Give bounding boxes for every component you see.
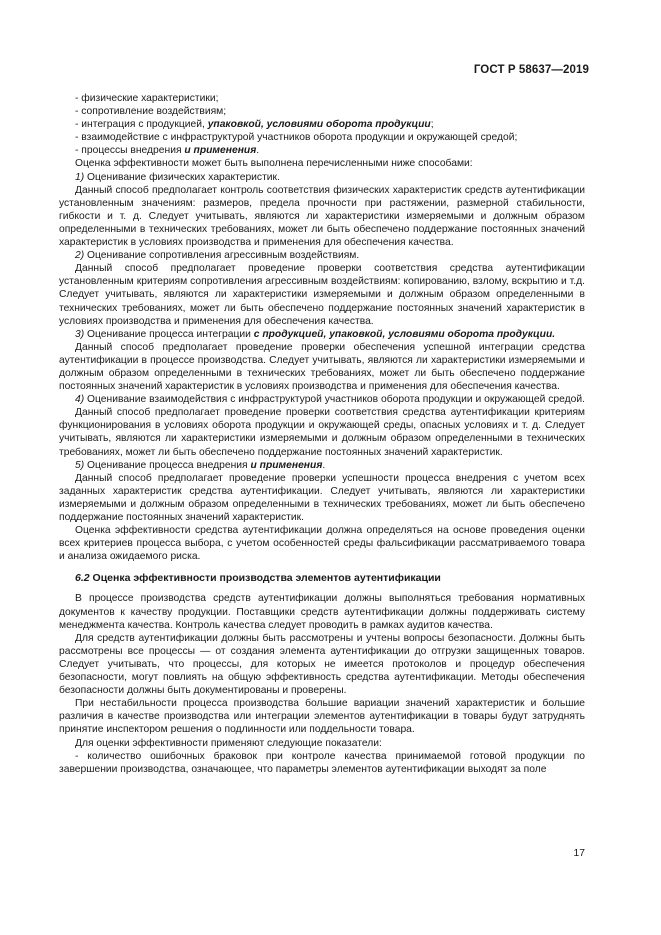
method-4-text: Данный способ предполагает проведение проверки соответствия средства аутентификации критериям функционирования в условиях оборота продукции и окружающей среды, опасных условиях и т. д. Следует учитывать, являются ли характеристики измеряемыми и должным образом определенными в технических требованиях, может ли быть обеспечено поддержание постоянных значений характеристик. xyxy=(59,407,585,458)
page-number: 17 xyxy=(573,848,585,859)
method-1-text: Данный способ предполагает контроль соответствия физических характеристик средств аутентификации установленным значениям: размеров, предела прочности при растяжении, размерной стабильности, гибкости и т. д. Следует учитывать, являются ли характеристики измеряемыми и должным образом определенными в технических требованиях, может ли быть обеспечено поддержание постоянных значений характеристик в условиях производства и применения для обеспечения качества. xyxy=(59,184,585,249)
method-3-text: Данный способ предполагает проведение проверки обеспечения успешной интеграции средства аутентификации в процессе производства. Следует учитывать, являются ли характеристики измеряемыми и должным образом определенными в технических требованиях, может ли быть обеспечено поддержание постоянных значений характеристик в условиях производства и применения для обеспечения качества. xyxy=(59,341,585,393)
list-item: - интеграция с продукцией, упаковкой, условиями оборота продукции; xyxy=(75,119,434,131)
section-heading: 6.2 Оценка эффективности производства элементов аутентификации xyxy=(75,572,441,585)
paragraph: - количество ошибочных браковок при контроле качества принимаемой готовой продукции по завершении производства, означающее, что параметры элементов аутентификации выходят за поле xyxy=(59,750,585,775)
summary-paragraph: Оценка эффективности средства аутентификации должна определяться на основе проведения оценки всех критериев процесса выбора, с учетом особенностей среды фальсификации рассматриваемого товара и анализа ожидаемого риска. xyxy=(59,525,585,563)
method-4-title: 4) Оценивание взаимодействия с инфраструктурой участников оборота продукции и окружающей средой. xyxy=(75,394,585,406)
paragraph: В процессе производства средств аутентификации должны выполняться требования нормативных документов к качеству продукции. Поставщики средств аутентификации должны поддерживать систему менеджмента качества. Контроль качества следует проводить в рамках аудитов качества. xyxy=(59,593,585,631)
list-item: - процессы внедрения и применения. xyxy=(75,145,260,157)
paragraph: При нестабильности процесса производства большие вариации значений характеристик и большие различия в качестве производства или интеграции элементов аутентификации в товары будут затруднять принятие инспектором решения о подлинности или поддельности товара. xyxy=(59,698,585,736)
list-item: - физические характеристики; xyxy=(75,93,219,104)
method-5-text: Данный способ предполагает проведение проверки успешности процесса внедрения с учетом всех заданных характеристик средства аутентификации. Следует учитывать, являются ли характеристики измеряемыми и должным образом определенными в технических требованиях, может ли быть обеспечено поддержание постоянных значений характеристик. xyxy=(59,472,585,523)
paragraph: Для средств аутентификации должны быть рассмотрены и учтены вопросы безопасности. Должны быть рассмотрены все процессы — от создания элемента аутентификации до отгрузки защищенных товаров. Следует учитывать, что процессы, для которых не имеется протоколов и процедур обеспечения безопасности, могут повлиять на общую эффективность средства аутентификации. Методы обеспечения безопасности должны быть документированы и проверены. xyxy=(59,632,585,697)
list-item: - взаимодействие с инфраструктурой участников оборота продукции и окружающей средой; xyxy=(75,132,518,144)
method-3-title: 3) Оценивание процесса интеграции с продукцией, упаковкой, условиями оборота продукции. xyxy=(75,328,556,340)
paragraph: Для оценки эффективности применяют следующие показатели: xyxy=(75,737,382,749)
method-2-text: Данный способ предполагает проведение проверки соответствия средства аутентификации установленным критериям сопротивления агрессивным воздействиям: копированию, взлому, вскрытию и т.д. Следует учитывать, являются ли характеристики измеряемыми и должным образом определенными в технических требованиях, может ли быть обеспечено поддержание постоянных значений характеристик в условиях производства и применения для обеспечения качества. xyxy=(59,263,585,327)
method-1-title: 1) Оценивание физических характеристик. xyxy=(75,171,280,183)
method-5-title: 5) Оценивание процесса внедрения и применения. xyxy=(75,459,326,471)
document-header: ГОСТ Р 58637—2019 xyxy=(473,64,589,76)
intro-paragraph: Оценка эффективности может быть выполнена перечисленными ниже способами: xyxy=(75,158,473,170)
method-2-title: 2) Оценивание сопротивления агрессивным воздействиям. xyxy=(75,250,360,262)
document-body xyxy=(59,92,585,776)
list-item: - сопротивление воздействиям; xyxy=(75,106,227,118)
